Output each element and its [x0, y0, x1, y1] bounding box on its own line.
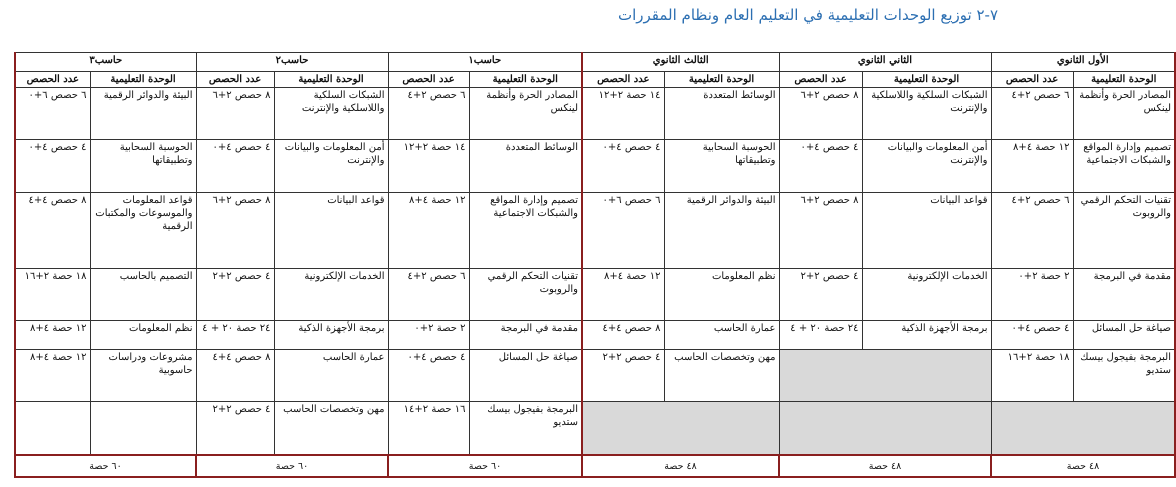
count-cell: ٦ حصص ٢+٤: [991, 88, 1073, 140]
empty-cell: [582, 402, 779, 455]
count-cell: ٤ حصص ٤+٠: [15, 140, 90, 192]
empty-cell: [779, 349, 991, 401]
empty-cell: [991, 402, 1175, 455]
count-cell: ٢٤ حصة ٢٠ + ٤: [779, 320, 862, 349]
count-cell: ٢٤ حصة ٢٠ + ٤: [196, 320, 274, 349]
column-header-row: [15, 72, 1175, 88]
table-row: [15, 268, 1175, 320]
unit-cell: أمن المعلومات والبيانات والإنترنت: [862, 140, 991, 192]
count-cell: ٦ حصص ٦+٠: [15, 88, 90, 140]
unit-cell: أمن المعلومات والبيانات والإنترنت: [274, 140, 388, 192]
total-cell: ٤٨ حصة: [582, 455, 779, 477]
unit-cell: صياغة حل المسائل: [1073, 320, 1175, 349]
count-column-header: عدد الحصص: [15, 72, 90, 88]
group-header: حاسب٣: [15, 53, 196, 72]
count-cell: ٦ حصص ٢+٤: [388, 268, 469, 320]
count-cell: ١٢ حصة ٤+٨: [15, 349, 90, 401]
count-cell: ٨ حصص ٢+٦: [779, 192, 862, 268]
count-cell: ٤ حصص ٤+٠: [779, 140, 862, 192]
unit-cell: برمجة الأجهزة الذكية: [274, 320, 388, 349]
count-cell: ٤ حصص ٤+٠: [991, 320, 1073, 349]
unit-cell: تصميم وإدارة المواقع والشبكات الاجتماعية: [1073, 140, 1175, 192]
group-header: الثاني الثانوي: [779, 53, 991, 72]
count-cell: ١٨ حصة ٢+١٦: [15, 268, 90, 320]
unit-cell: نظم المعلومات: [664, 268, 779, 320]
count-cell: ١٦ حصة ٢+١٤: [388, 402, 469, 455]
count-cell: ٤ حصص ٢+٢: [779, 268, 862, 320]
count-column-header: عدد الحصص: [196, 72, 274, 88]
unit-cell: الحوسبة السحابية وتطبيقاتها: [664, 140, 779, 192]
count-cell: ١٨ حصة ٢+١٦: [991, 349, 1073, 401]
unit-cell: البيئة والدوائر الرقمية: [90, 88, 196, 140]
count-cell: ٦ حصص ٢+٤: [388, 88, 469, 140]
unit-cell: الحوسبة السحابية وتطبيقاتها: [90, 140, 196, 192]
count-cell: ٤ حصص ٢+٢: [582, 349, 664, 401]
unit-cell: البيئة والدوائر الرقمية: [664, 192, 779, 268]
unit-cell: عمارة الحاسب: [274, 349, 388, 401]
unit-column-header: الوحدة التعليمية: [1073, 72, 1175, 88]
count-cell: ١٤ حصة ٢+١٢: [388, 140, 469, 192]
unit-cell: الخدمات الإلكترونية: [862, 268, 991, 320]
count-cell: ٨ حصص ٤+٤: [582, 320, 664, 349]
unit-cell: عمارة الحاسب: [664, 320, 779, 349]
unit-column-header: الوحدة التعليمية: [469, 72, 582, 88]
total-cell: ٤٨ حصة: [779, 455, 991, 477]
count-cell: ٤ حصص ٢+٢: [196, 268, 274, 320]
count-column-header: عدد الحصص: [582, 72, 664, 88]
table-row: [15, 140, 1175, 192]
unit-cell: [90, 402, 196, 455]
count-cell: ٨ حصص ٤+٤: [15, 192, 90, 268]
unit-cell: المصادر الحرة وأنظمة لينكس: [469, 88, 582, 140]
group-header: حاسب١: [388, 53, 582, 72]
unit-cell: الوسائط المتعددة: [664, 88, 779, 140]
table-row: [15, 402, 1175, 455]
unit-cell: تقنيات التحكم الرقمي والروبوت: [469, 268, 582, 320]
count-cell: ٤ حصص ٤+٠: [582, 140, 664, 192]
unit-cell: قواعد البيانات: [862, 192, 991, 268]
group-header: الثالث الثانوي: [582, 53, 779, 72]
count-cell: ١٤ حصة ٢+١٢: [582, 88, 664, 140]
unit-cell: مهن وتخصصات الحاسب: [664, 349, 779, 401]
year-header-row: [15, 53, 1175, 72]
count-cell: ١٢ حصة ٤+٨: [388, 192, 469, 268]
unit-column-header: الوحدة التعليمية: [90, 72, 196, 88]
unit-cell: البرمجة بفيجول بيسك ستديو: [1073, 349, 1175, 401]
count-cell: ٤ حصص ٤+٠: [388, 349, 469, 401]
count-cell: ٨ حصص ٢+٦: [196, 192, 274, 268]
count-cell: ١٢ حصة ٤+٨: [991, 140, 1073, 192]
count-cell: ٢ حصة ٢+٠: [991, 268, 1073, 320]
group-header: حاسب٢: [196, 53, 388, 72]
unit-cell: التصميم بالحاسب: [90, 268, 196, 320]
table-row: [15, 320, 1175, 349]
count-column-header: عدد الحصص: [991, 72, 1073, 88]
unit-cell: مقدمة في البرمجة: [1073, 268, 1175, 320]
page-title: ٧-٢ توزيع الوحدات التعليمية في التعليم العام ونظام المقررات: [617, 6, 998, 24]
count-cell: ١٢ حصة ٤+٨: [15, 320, 90, 349]
unit-cell: مشروعات ودراسات حاسوبية: [90, 349, 196, 401]
unit-cell: تقنيات التحكم الرقمي والروبوت: [1073, 192, 1175, 268]
unit-cell: برمجة الأجهزة الذكية: [862, 320, 991, 349]
unit-cell: الوسائط المتعددة: [469, 140, 582, 192]
unit-cell: صياغة حل المسائل: [469, 349, 582, 401]
unit-cell: مقدمة في البرمجة: [469, 320, 582, 349]
unit-cell: مهن وتخصصات الحاسب: [274, 402, 388, 455]
unit-cell: قواعد المعلومات والموسوعات والمكتبات الرقمية: [90, 192, 196, 268]
unit-cell: تصميم وإدارة المواقع والشبكات الاجتماعية: [469, 192, 582, 268]
units-distribution-table: [14, 52, 1176, 478]
total-cell: ٦٠ حصة: [388, 455, 582, 477]
total-cell: ٦٠ حصة: [15, 455, 196, 477]
count-cell: ٤ حصص ٢+٢: [196, 402, 274, 455]
count-cell: ٨ حصص ٤+٤: [196, 349, 274, 401]
count-cell: ٦ حصص ٢+٤: [991, 192, 1073, 268]
totals-row: [15, 455, 1175, 477]
count-cell: ٨ حصص ٢+٦: [779, 88, 862, 140]
count-column-header: عدد الحصص: [779, 72, 862, 88]
count-column-header: عدد الحصص: [388, 72, 469, 88]
table-row: [15, 88, 1175, 140]
count-cell: ٤ حصص ٤+٠: [196, 140, 274, 192]
count-cell: ٢ حصة ٢+٠: [388, 320, 469, 349]
unit-cell: نظم المعلومات: [90, 320, 196, 349]
total-cell: ٦٠ حصة: [196, 455, 388, 477]
count-cell: ١٢ حصة ٤+٨: [582, 268, 664, 320]
total-cell: ٤٨ حصة: [991, 455, 1175, 477]
unit-column-header: الوحدة التعليمية: [862, 72, 991, 88]
unit-column-header: الوحدة التعليمية: [274, 72, 388, 88]
unit-cell: قواعد البيانات: [274, 192, 388, 268]
count-cell: [15, 402, 90, 455]
table-row: [15, 349, 1175, 401]
unit-cell: الشبكات السلكية واللاسلكية والإنترنت: [274, 88, 388, 140]
group-header: الأول الثانوي: [991, 53, 1175, 72]
unit-cell: المصادر الحرة وأنظمة لينكس: [1073, 88, 1175, 140]
unit-cell: البرمجة بفيجول بيسك ستديو: [469, 402, 582, 455]
unit-column-header: الوحدة التعليمية: [664, 72, 779, 88]
count-cell: ٨ حصص ٢+٦: [196, 88, 274, 140]
unit-cell: الشبكات السلكية واللاسلكية والإنترنت: [862, 88, 991, 140]
empty-cell: [779, 402, 991, 455]
table-row: [15, 192, 1175, 268]
unit-cell: الخدمات الإلكترونية: [274, 268, 388, 320]
count-cell: ٦ حصص ٦+٠: [582, 192, 664, 268]
